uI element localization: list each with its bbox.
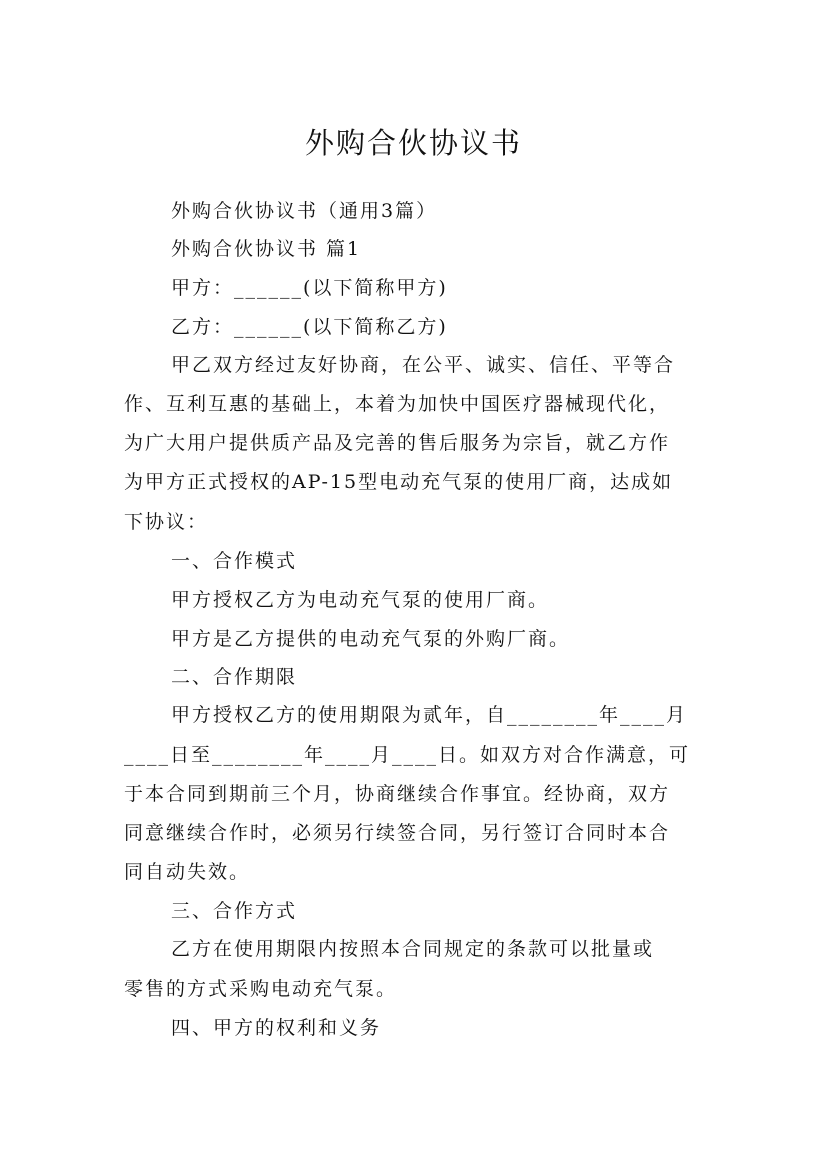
heading-cooperation-method: 三、合作方式 — [171, 900, 298, 922]
heading-cooperation-period: 二、合作期限 — [171, 666, 298, 688]
paragraph-line: 乙方在使用期限内按照本合同规定的条款可以批量或 — [171, 938, 655, 960]
paragraph-line: 甲方授权乙方为电动充气泵的使用厂商。 — [171, 589, 550, 611]
document-title: 外购合伙协议书 — [304, 126, 522, 161]
paragraph-line: 甲乙双方经过友好协商，在公平、诚实、信任、平等合 — [171, 354, 676, 376]
heading-cooperation-mode: 一、合作模式 — [171, 550, 298, 572]
paragraph-line: 作、互利互惠的基础上，本着为加快中国医疗器械现代化， — [124, 393, 671, 415]
subtitle-line: 外购合伙协议书（通用3篇） — [171, 200, 438, 222]
section-heading-part-1: 外购合伙协议书 篇1 — [171, 238, 362, 260]
paragraph-line: 同自动失效。 — [124, 861, 251, 883]
paragraph-line: 同意继续合作时，必须另行续签合同，另行签订合同时本合 — [124, 822, 671, 844]
paragraph-line: 于本合同到期前三个月，协商继续合作事宜。经协商，双方 — [124, 783, 671, 805]
paragraph-line: 为甲方正式授权的AP-15型电动充气泵的使用厂商，达成如 — [124, 471, 674, 493]
paragraph-line: 甲方是乙方提供的电动充气泵的外购厂商。 — [171, 628, 571, 650]
paragraph-line: 下协议： — [124, 511, 209, 533]
paragraph-line: ____日至________年____月____日。如双方对合作满意，可 — [124, 744, 691, 766]
party-b-line: 乙方：______(以下简称乙方) — [171, 316, 448, 338]
heading-party-a-rights: 四、甲方的权利和义务 — [171, 1017, 382, 1039]
paragraph-line: 为广大用户提供质产品及完善的售后服务为宗旨，就乙方作 — [124, 432, 671, 454]
paragraph-line: 甲方授权乙方的使用期限为贰年，自________年____月 — [171, 704, 688, 726]
paragraph-line: 零售的方式采购电动充气泵。 — [124, 978, 398, 1000]
party-a-line: 甲方：______(以下简称甲方) — [171, 277, 448, 299]
